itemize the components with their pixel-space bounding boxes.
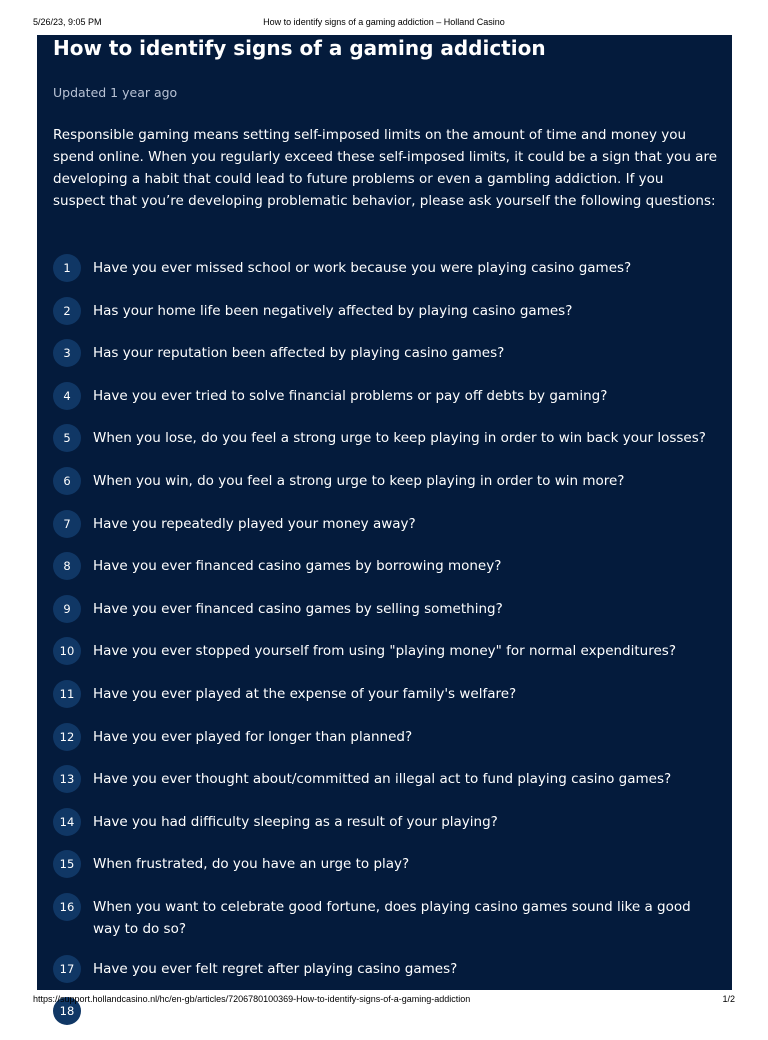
question-number-badge: 5: [53, 424, 81, 452]
article-title: How to identify signs of a gaming addiction: [53, 36, 546, 60]
question-item: [53, 680, 723, 708]
question-text: Have you ever played at the expense of your family's welfare?: [93, 685, 517, 702]
question-text: When you lose, do you feel a strong urge to keep playing in order to win back your losses?: [93, 430, 706, 447]
question-text: Have you ever played for longer than planned?: [93, 728, 413, 745]
question-text: Have you ever financed casino games by selling something?: [93, 600, 503, 617]
print-document-title: How to identify signs of a gaming addiction – Holland Casino: [263, 17, 505, 27]
question-item: [53, 850, 723, 878]
question-number-badge: 11: [53, 680, 81, 708]
question-number-badge: 3: [53, 339, 81, 367]
question-item: [53, 382, 723, 410]
question-text: Have you had difficulty sleeping as a result of your playing?: [93, 813, 498, 830]
question-number-badge: 1: [53, 254, 81, 282]
question-text: Have you ever financed casino games by borrowing money?: [93, 558, 502, 575]
question-text: When frustrated, do you have an urge to play?: [93, 856, 410, 873]
question-item: [53, 467, 723, 495]
question-number-badge: 6: [53, 467, 81, 495]
question-item: [53, 808, 723, 836]
print-url: https://support.hollandcasino.nl/hc/en-gb/articles/7206780100369-How-to-identify-signs-of-a-gaming-addiction: [33, 994, 471, 1004]
question-text: Have you ever tried to solve financial problems or pay off debts by gaming?: [93, 387, 608, 404]
question-number-badge: 10: [53, 637, 81, 665]
question-text: Have you ever experienced a decrease in efficiency or ambition as a resulting of playing?: [93, 1003, 699, 1020]
question-item: [53, 765, 723, 793]
article-intro: Responsible gaming means setting self-imposed limits on the amount of time and money you spend online. When you regularly exceed these self-imposed limits, it could be a sign that you are developing a habit that could lead to future problems or even a gambling addiction. If you suspect that you’re developing problematic behavior, please ask yourself the following questions:: [53, 127, 717, 209]
updated-timestamp: Updated 1 year ago: [53, 85, 178, 100]
question-item: [53, 595, 723, 623]
print-footer: [33, 994, 735, 1008]
question-number-badge: 4: [53, 382, 81, 410]
question-number-badge: 13: [53, 765, 81, 793]
question-item: [53, 552, 723, 580]
question-number-badge: 7: [53, 510, 81, 538]
question-text: Have you ever missed school or work because you were playing casino games?: [93, 260, 632, 276]
question-item: [53, 254, 723, 282]
question-text: Have you ever stopped yourself from using "playing money" for normal expenditures?: [93, 643, 676, 660]
question-number-badge: 14: [53, 808, 81, 836]
question-number-badge: 9: [53, 595, 81, 623]
questions-list: [53, 254, 723, 1040]
page-number: 1/2: [722, 994, 735, 1004]
question-item: [53, 637, 723, 665]
question-text: Have you ever thought about/committed an illegal act to fund playing casino games?: [93, 771, 672, 788]
print-datetime: 5/26/23, 9:05 PM: [33, 17, 102, 27]
question-item: [53, 339, 723, 367]
question-text: Have you ever felt regret after playing casino games?: [93, 960, 458, 977]
question-number-badge: 18: [53, 997, 81, 1025]
question-number-badge: 15: [53, 850, 81, 878]
question-text: When you win, do you feel a strong urge to keep playing in order to win more?: [93, 472, 625, 489]
question-text: Has your reputation been affected by playing casino games?: [93, 345, 505, 362]
question-item: [53, 297, 723, 325]
question-item: [53, 510, 723, 538]
question-number-badge: 2: [53, 297, 81, 325]
question-text: When you want to celebrate good fortune, does playing casino games sound like a good way to do so?: [93, 898, 691, 937]
question-text: Has your home life been negatively affected by playing casino games?: [93, 302, 573, 319]
question-number-badge: 17: [53, 955, 81, 983]
question-text: Have you repeatedly played your money away?: [93, 515, 416, 532]
question-item: [53, 955, 723, 983]
question-item: [53, 893, 723, 940]
question-item: [53, 424, 723, 452]
question-number-badge: 16: [53, 893, 81, 921]
print-header: [33, 17, 735, 31]
question-number-badge: 12: [53, 723, 81, 751]
question-number-badge: 8: [53, 552, 81, 580]
question-item: [53, 723, 723, 751]
